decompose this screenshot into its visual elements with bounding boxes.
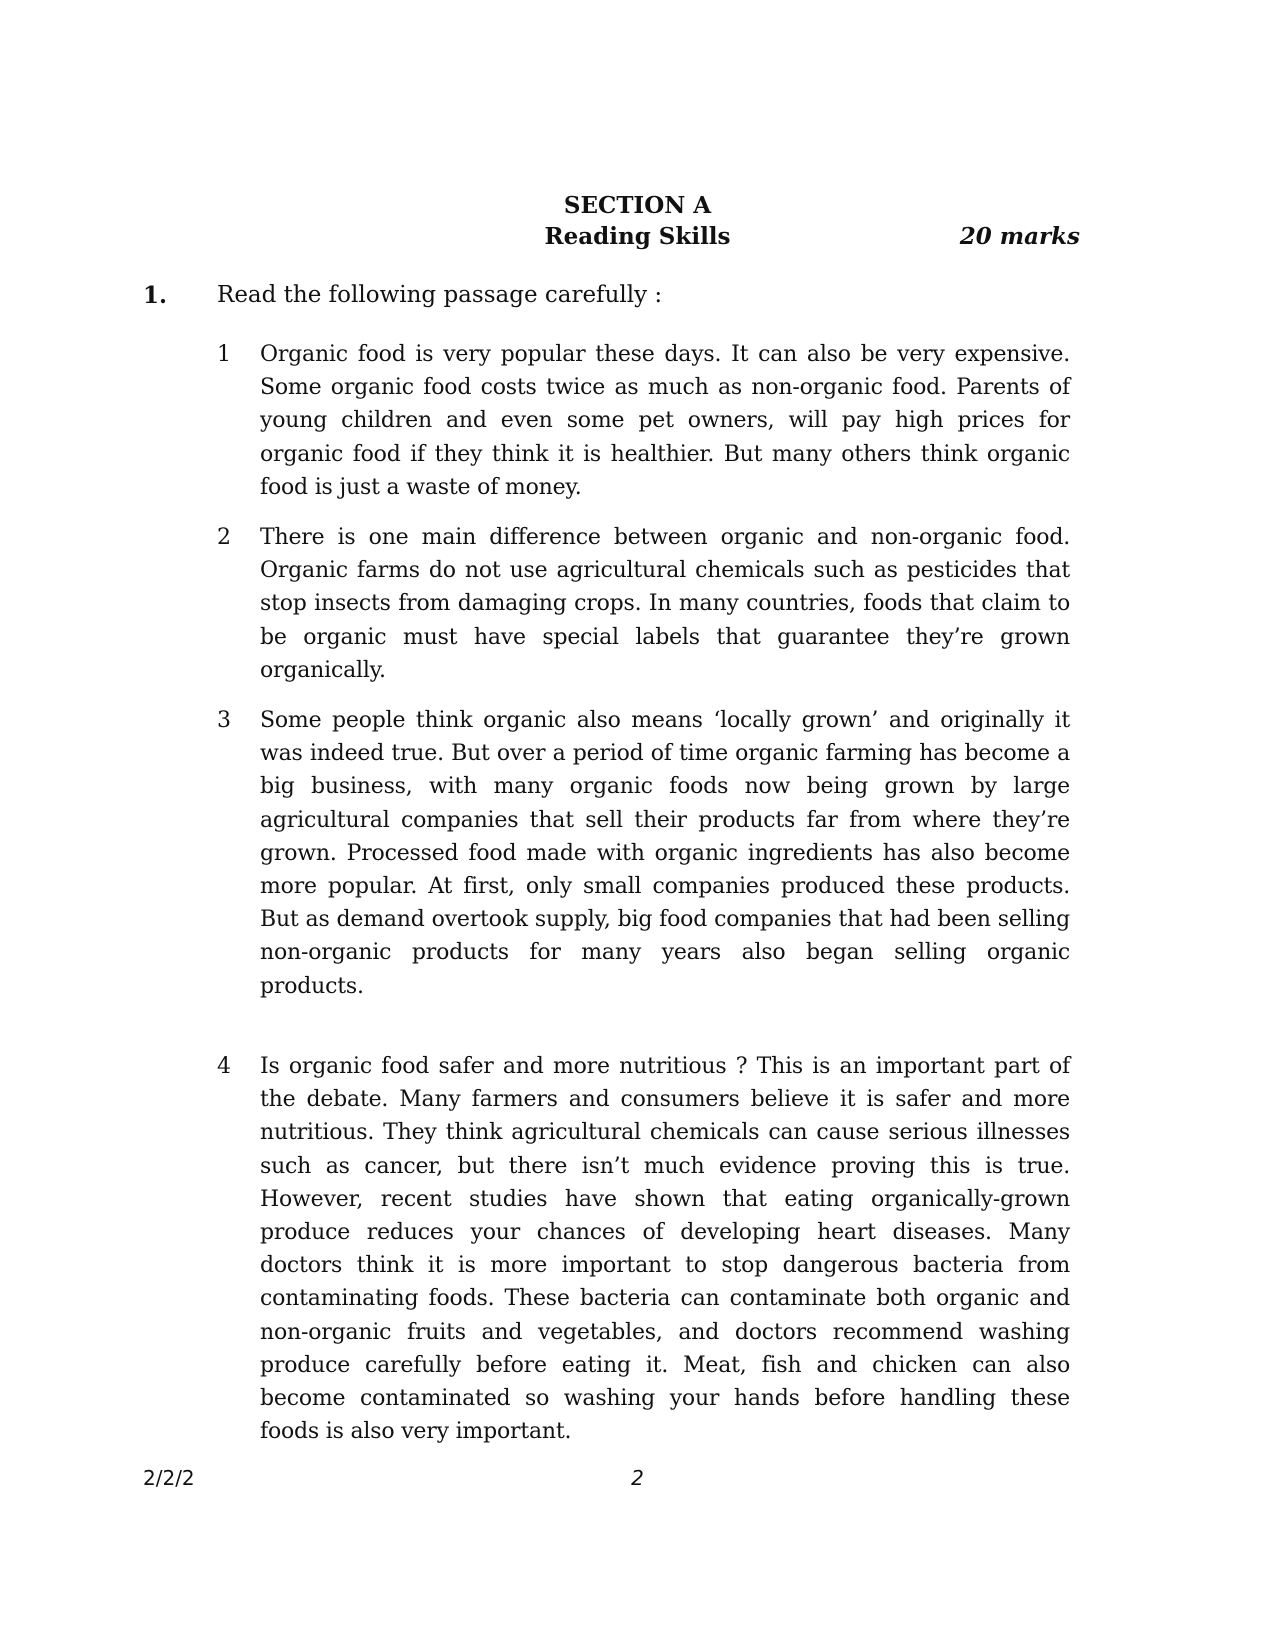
paragraph-number: 2 [217,525,231,550]
paragraph-text: There is one main difference between organic and non-organic food. Organic farms do not use agricultural chemicals such as pesticides that stop insects from damaging crops. In many countries, foods that claim to be organic must have special labels that guarantee they’re grown organically. [260,525,1070,683]
marks-label: 20 marks [959,223,1080,250]
paragraph-text: Organic food is very popular these days. It can also be very expensive. Some organic food costs twice as much as non-organic food. Parents of young children and even some pet owners, will pay high prices for organic food if they think it is healthier. But many others think organic food is just a waste of money. [260,342,1070,500]
paragraph-number: 3 [217,708,231,733]
question-instruction: Read the following passage carefully : [217,282,663,308]
page-number: 2 [631,1466,644,1490]
section-subtitle: Reading Skills [544,223,731,250]
passage-paragraph [217,704,1070,1003]
paragraph-number: 4 [217,1054,231,1079]
paragraph-text: Some people think organic also means ‘locally grown’ and originally it was indeed true. But over a period of time organic farming has become a big business, with many organic foods now being grown by large agricultural companies that sell their products far from where they’re grown. Processed food made with organic ingredients has also become more popular. At first, only small companies produced these products. But as demand overtook supply, big food companies that had been selling non-organic products for many years also began selling organic products. [260,708,1070,999]
question-number: 1. [143,282,168,309]
passage-paragraph [217,1050,1070,1448]
section-title: SECTION A [563,192,712,219]
paper-code: 2/2/2 [143,1466,195,1490]
paragraph-text: Is organic food safer and more nutritious ? This is an important part of the debate. Many farmers and consumers believe it is safer and more nutritious. They think agricultural chemicals can cause serious illnesses such as cancer, but there isn’t much evidence proving this is true. However, recent studies have shown that eating organically-grown produce reduces your chances of developing heart diseases. Many doctors think it is more important to stop dangerous bacteria from contaminating foods. These bacteria can contaminate both organic and non-organic fruits and vegetables, and doctors recommend washing produce carefully before eating it. Meat, fish and chicken can also become contaminated so washing your hands before handling these foods is also very important. [260,1054,1070,1445]
passage-paragraph [217,338,1070,504]
passage-paragraph [217,521,1070,687]
paragraph-number: 1 [217,342,231,367]
